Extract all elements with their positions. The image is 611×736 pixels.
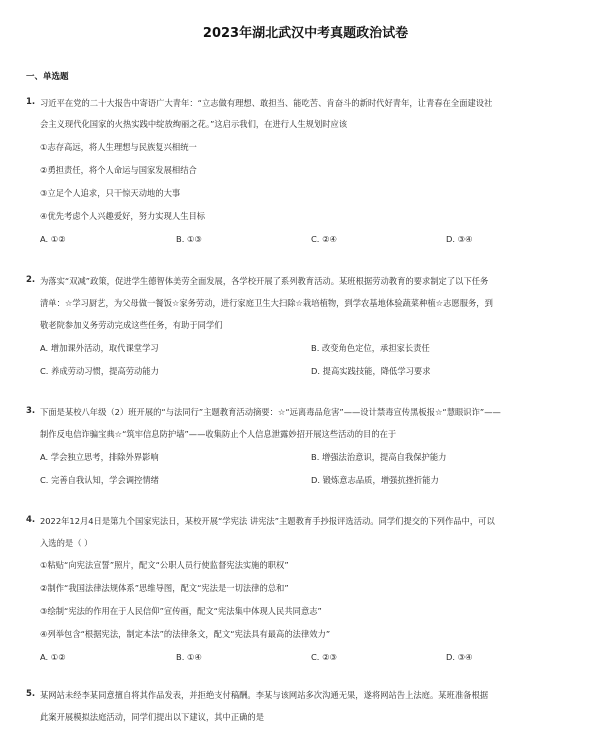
option-b[interactable]: B. ①④	[176, 652, 202, 662]
section-heading: 一、单选题	[26, 72, 69, 82]
question-stem-line: 为落实“双减”政策，促进学生德智体美劳全面发展，各学校开展了系列教育活动。某班根据劳动教育的要求制定了以下任务	[40, 276, 489, 286]
option-d[interactable]: D. 提高实践技能，降低学习要求	[311, 366, 431, 376]
option-c[interactable]: C. ②③	[311, 652, 337, 662]
question-number: 1.	[26, 97, 36, 107]
option-a[interactable]: A. 学会独立思考，排除外界影响	[40, 452, 159, 462]
option-b[interactable]: B. 改变角色定位，承担家长责任	[311, 343, 430, 353]
option-d[interactable]: D. 锻炼意志品质，增强抗挫折能力	[311, 475, 439, 485]
question-stem-line: 下面是某校八年级（2）班开展的“与法同行”主题教育活动摘要：☆“远离毒品危害”——设计禁毒宣传黑板报☆“慧眼识诈”——	[40, 407, 501, 417]
option-a[interactable]: A. ①②	[40, 234, 66, 244]
question-stem-line: 习近平在党的二十大报告中寄语广大青年：“立志做有理想、敢担当、能吃苦、肯奋斗的新时代好青年，让青春在全面建设社	[40, 98, 493, 108]
question-number: 4.	[26, 515, 36, 525]
option-a[interactable]: A. ①②	[40, 652, 66, 662]
option-a[interactable]: A. 增加课外活动，取代课堂学习	[40, 343, 159, 353]
question-stem-line: 某网站未经李某同意擅自将其作品发表，并拒绝支付稿酬。李某与该网站多次沟通无果，遂将网站告上法庭。某班准备根据	[40, 690, 489, 700]
statement-item: ④优先考虑个人兴趣爱好，努力实现人生目标	[40, 211, 206, 221]
question-stem-line: 敬老院参加义务劳动完成这些任务，有助于同学们	[40, 320, 223, 330]
option-d[interactable]: D. ③④	[446, 234, 473, 244]
option-c[interactable]: C. ②④	[311, 234, 337, 244]
question-stem-line: 制作反电信诈骗宝典☆“筑牢信息防护墙”——收集防止个人信息泄露妙招开展这些活动的目的在于	[40, 429, 397, 439]
statement-item: ②制作“我国法律法规体系”思维导图，配文“宪法是一切法律的总和”	[40, 583, 289, 593]
question-stem-line: 2022年12月4日是第九个国家宪法日，某校开展“学宪法 讲宪法”主题教育手抄报评选活动。同学们提交的下列作品中，可以	[40, 516, 495, 526]
option-b[interactable]: B. ①③	[176, 234, 202, 244]
statement-item: ①粘贴“向宪法宣誓”照片，配文“公职人员行使监督宪法实施的职权”	[40, 560, 289, 570]
statement-item: ③绘制“宪法的作用在于人民信仰”宣传画，配文“宪法集中体现人民共同意志”	[40, 606, 322, 616]
question-stem-line: 此案开展模拟法庭活动，同学们提出以下建议，其中正确的是	[40, 712, 265, 722]
question-number: 2.	[26, 275, 36, 285]
statement-item: ①志存高远，将人生理想与民族复兴相统一	[40, 142, 197, 152]
option-d[interactable]: D. ③④	[446, 652, 473, 662]
option-c[interactable]: C. 养成劳动习惯，提高劳动能力	[40, 366, 159, 376]
question-stem-line: 会主义现代化国家的火热实践中绽放绚丽之花。”这启示我们，在进行人生规划时应该	[40, 119, 348, 129]
question-stem-line: 入选的是（ ）	[40, 538, 93, 548]
statement-item: ④列举包含“根据宪法，制定本法”的法律条文，配文“宪法具有最高的法律效力”	[40, 629, 331, 639]
page-title: 2023年湖北武汉中考真题政治试卷	[202, 26, 409, 41]
question-stem-line: 清单：☆学习厨艺，为父母做一餐饭☆家务劳动，进行家庭卫生大扫除☆栽培植物，到学农基地体验蔬菜种植☆志愿服务，到	[40, 298, 493, 308]
statement-item: ③立足个人追求，只干惊天动地的大事	[40, 188, 181, 198]
statement-item: ②勇担责任，将个人命运与国家发展相结合	[40, 165, 197, 175]
question-number: 5.	[26, 689, 36, 699]
option-b[interactable]: B. 增强法治意识，提高自我保护能力	[311, 452, 447, 462]
question-number: 3.	[26, 406, 36, 416]
option-c[interactable]: C. 完善自我认知，学会调控情绪	[40, 475, 159, 485]
